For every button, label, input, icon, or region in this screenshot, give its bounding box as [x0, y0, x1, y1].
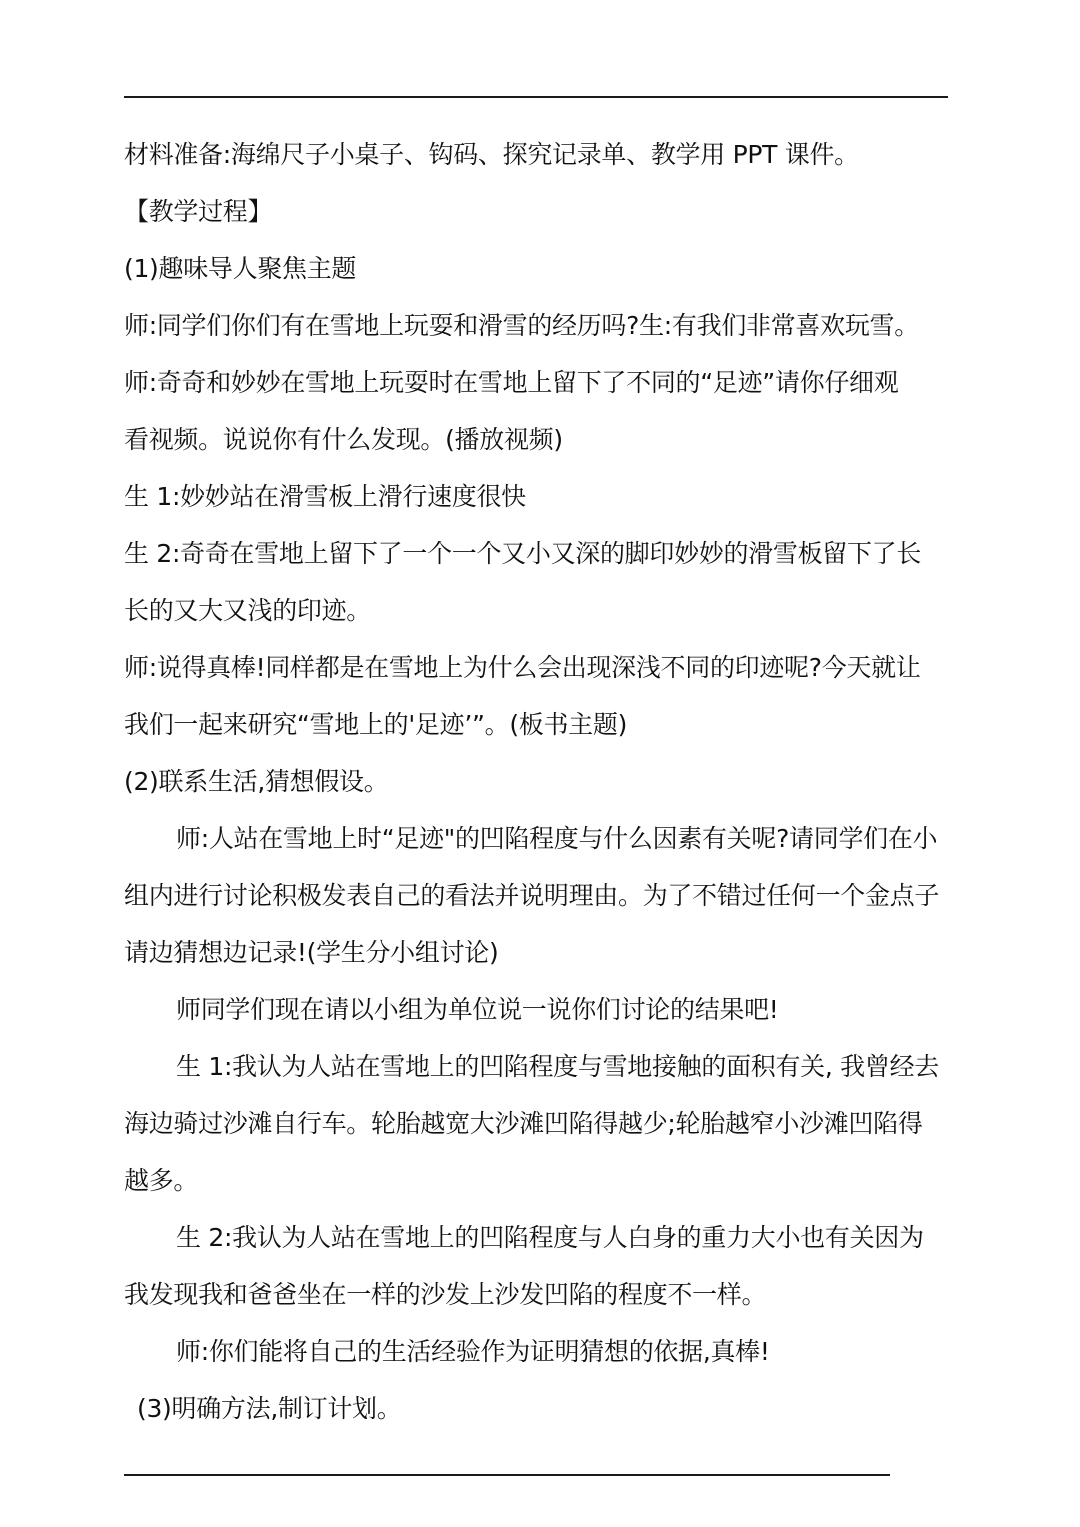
paragraph-line: 长的又大又浅的印迹。: [124, 596, 372, 625]
paragraph-line: 生 1:我认为人站在雪地上的凹陷程度与雪地接触的面积有关, 我曾经去: [176, 1052, 939, 1081]
paragraph-line: 师:人站在雪地上时“足迹"的凹陷程度与什么因素有关呢?请同学们在小: [176, 824, 938, 853]
paragraph-line: 越多。: [124, 1166, 199, 1195]
paragraph-line: 生 2:我认为人站在雪地上的凹陷程度与人白身的重力大小也有关因为: [176, 1223, 924, 1252]
paragraph-line: 我们一起来研究“雪地上的'足迹’”。(板书主题): [124, 710, 628, 739]
document-body: [124, 126, 964, 1437]
paragraph-line: 师:奇奇和妙妙在雪地上玩耍时在雪地上留下了不同的“足迹”请你仔细观: [124, 368, 899, 397]
step-heading: (1)趣味导人聚焦主题: [124, 254, 357, 283]
paragraph-line: 请边猜想边记录!(学生分小组讨论): [124, 938, 499, 967]
paragraph-line: 生 2:奇奇在雪地上留下了一个一个又小又深的脚印妙妙的滑雪板留下了长: [124, 539, 922, 568]
header-rule: [124, 96, 948, 98]
paragraph-line: 师同学们现在请以小组为单位说一说你们讨论的结果吧!: [176, 995, 779, 1024]
paragraph-line: 师:同学们你们有在雪地上玩耍和滑雪的经历吗?生:有我们非常喜欢玩雪。: [124, 311, 919, 340]
paragraph-line: 海边骑过沙滩自行车。轮胎越宽大沙滩凹陷得越少;轮胎越窄小沙滩凹陷得: [124, 1109, 923, 1138]
paragraph-line: 我发现我和爸爸坐在一样的沙发上沙发凹陷的程度不一样。: [124, 1280, 767, 1309]
step-heading: (3)明确方法,制订计划。: [137, 1394, 402, 1423]
step-heading: (2)联系生活,猜想假设。: [124, 767, 389, 796]
paragraph-line: 师:你们能将自己的生活经验作为证明猜想的依据,真棒!: [176, 1337, 770, 1366]
paragraph-line: 看视频。说说你有什么发现。(播放视频): [124, 425, 563, 454]
section-heading: 【教学过程】: [124, 197, 273, 226]
paragraph-line: 组内进行讨论积极发表自己的看法并说明理由。为了不错过任何一个金点子: [124, 881, 940, 910]
paragraph-line: 师:说得真棒!同样都是在雪地上为什么会出现深浅不同的印迹呢?今天就让: [124, 653, 921, 682]
footer-rule: [124, 1474, 890, 1476]
paragraph-line: 生 1:妙妙站在滑雪板上滑行速度很快: [124, 482, 526, 511]
materials-line: 材料准备:海绵尺子小桌子、钩码、探究记录单、教学用 PPT 课件。: [124, 140, 859, 169]
